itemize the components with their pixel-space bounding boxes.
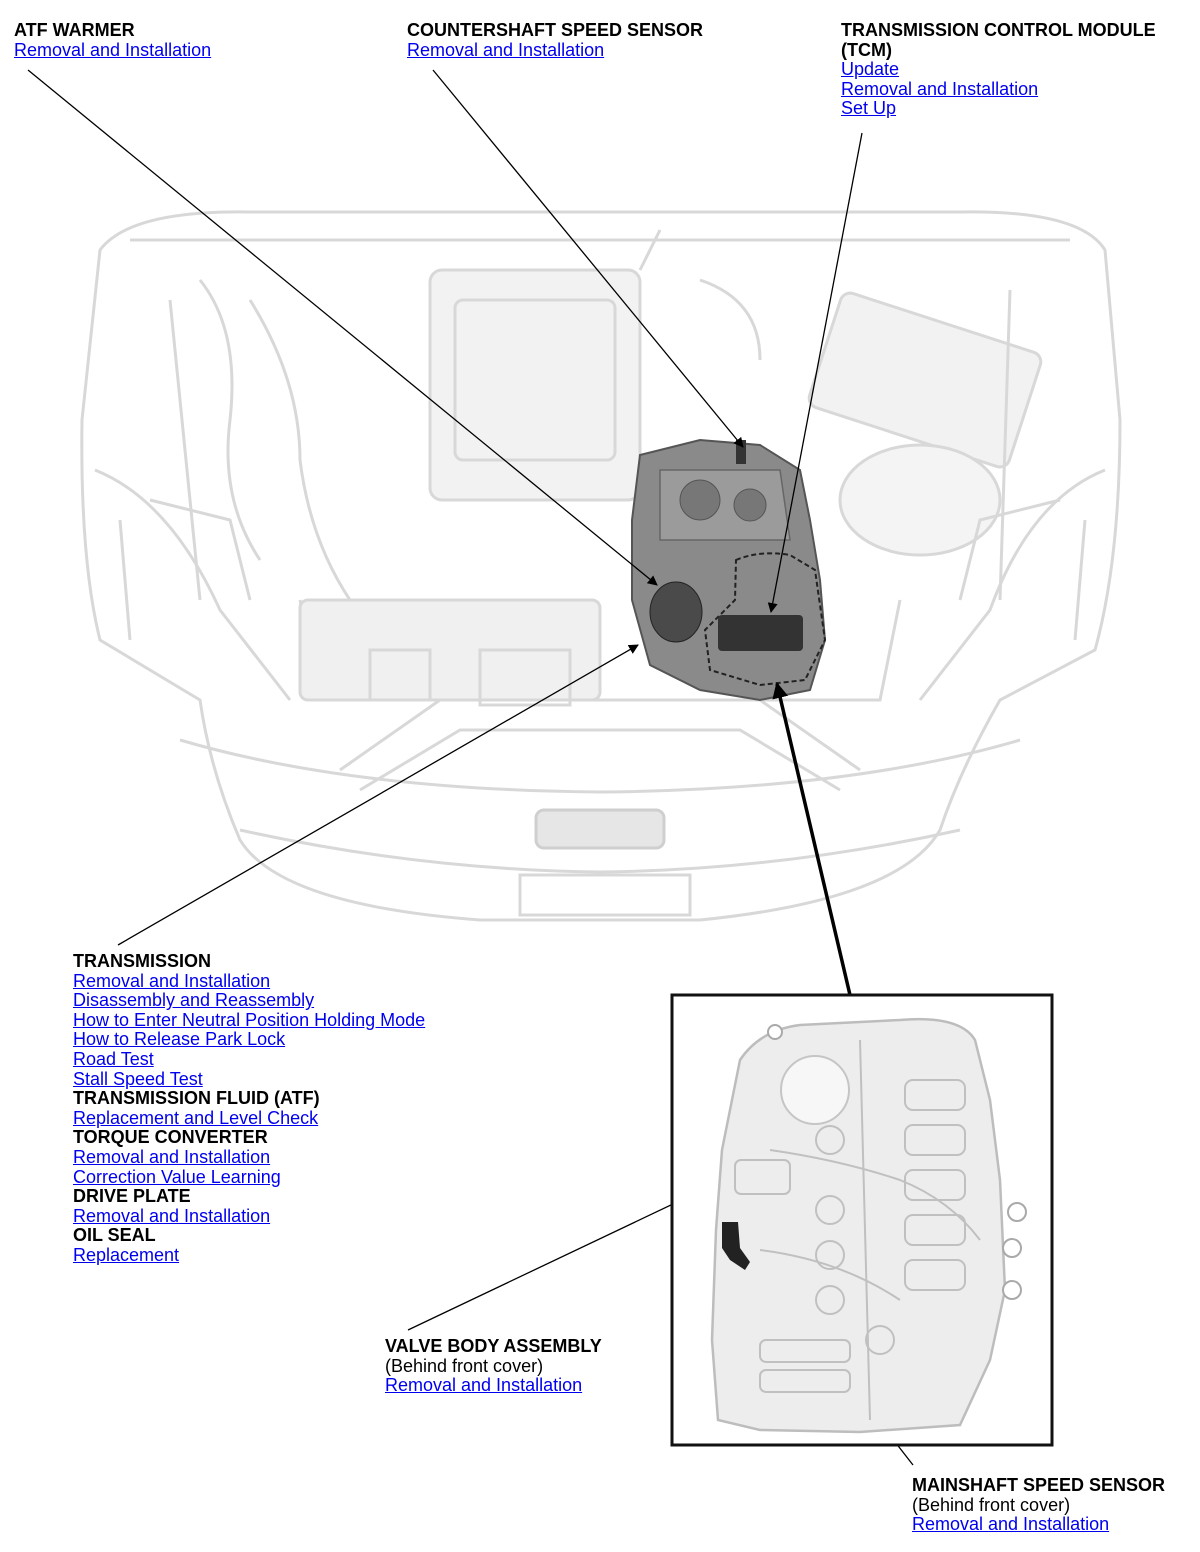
mainshaft-sensor-note: (Behind front cover)	[912, 1494, 1071, 1515]
callout-tcm	[841, 21, 1156, 119]
callout-atf-warmer	[14, 21, 211, 60]
transmission-road-test-link[interactable]: Road Test	[73, 1048, 154, 1069]
torque-converter-title: TORQUE CONVERTER	[73, 1127, 268, 1148]
valve-body-title: VALVE BODY ASSEMBLY	[385, 1336, 602, 1356]
tcm-title-line2: (TCM)	[841, 39, 892, 60]
torque-converter-removal-link[interactable]: Removal and Installation	[73, 1146, 271, 1167]
tcm-removal-link[interactable]: Removal and Installation	[841, 78, 1039, 99]
countershaft-sensor-removal-link[interactable]: Removal and Installation	[407, 39, 605, 60]
oil-seal-replacement-link[interactable]: Replacement	[73, 1244, 180, 1265]
atf-title: TRANSMISSION FLUID (ATF)	[73, 1088, 320, 1109]
mainshaft-sensor-removal-link[interactable]: Removal and Installation	[912, 1514, 1110, 1535]
atf-replacement-link[interactable]: Replacement and Level Check	[73, 1107, 319, 1128]
transmission-neutral-holding-link[interactable]: How to Enter Neutral Position Holding Mode	[73, 1009, 426, 1030]
drive-plate-title: DRIVE PLATE	[73, 1186, 191, 1207]
vehicle-outline	[82, 212, 1120, 920]
atf-warmer-title: ATF WARMER	[14, 20, 135, 40]
tcm-update-link[interactable]: Update	[841, 59, 900, 80]
transmission-title: TRANSMISSION	[73, 951, 212, 971]
tcm-title-line1: TRANSMISSION CONTROL MODULE	[841, 20, 1156, 40]
callout-valve-body-assembly	[385, 1337, 602, 1396]
transmission-stall-speed-link[interactable]: Stall Speed Test	[73, 1068, 203, 1089]
tcm-shape	[718, 615, 803, 651]
transmission-park-lock-link[interactable]: How to Release Park Lock	[73, 1029, 286, 1050]
valve-body-inset	[672, 995, 1052, 1445]
torque-converter-correction-link[interactable]: Correction Value Learning	[73, 1166, 281, 1187]
valve-body-removal-link[interactable]: Removal and Installation	[385, 1375, 583, 1396]
transmission-disassembly-link[interactable]: Disassembly and Reassembly	[73, 990, 315, 1011]
atf-warmer-removal-link[interactable]: Removal and Installation	[14, 39, 212, 60]
transmission-removal-link[interactable]: Removal and Installation	[73, 970, 271, 991]
countershaft-sensor-title: COUNTERSHAFT SPEED SENSOR	[407, 20, 704, 40]
atf-warmer-shape	[650, 582, 702, 642]
callout-transmission-group	[73, 952, 425, 1266]
tcm-setup-link[interactable]: Set Up	[841, 98, 897, 119]
callout-countershaft-speed-sensor	[407, 21, 703, 60]
mainshaft-sensor-title: MAINSHAFT SPEED SENSOR	[912, 1475, 1166, 1495]
valve-body-note: (Behind front cover)	[385, 1355, 544, 1376]
oil-seal-title: OIL SEAL	[73, 1225, 156, 1246]
drive-plate-removal-link[interactable]: Removal and Installation	[73, 1205, 271, 1226]
callout-mainshaft-speed-sensor	[912, 1476, 1165, 1535]
